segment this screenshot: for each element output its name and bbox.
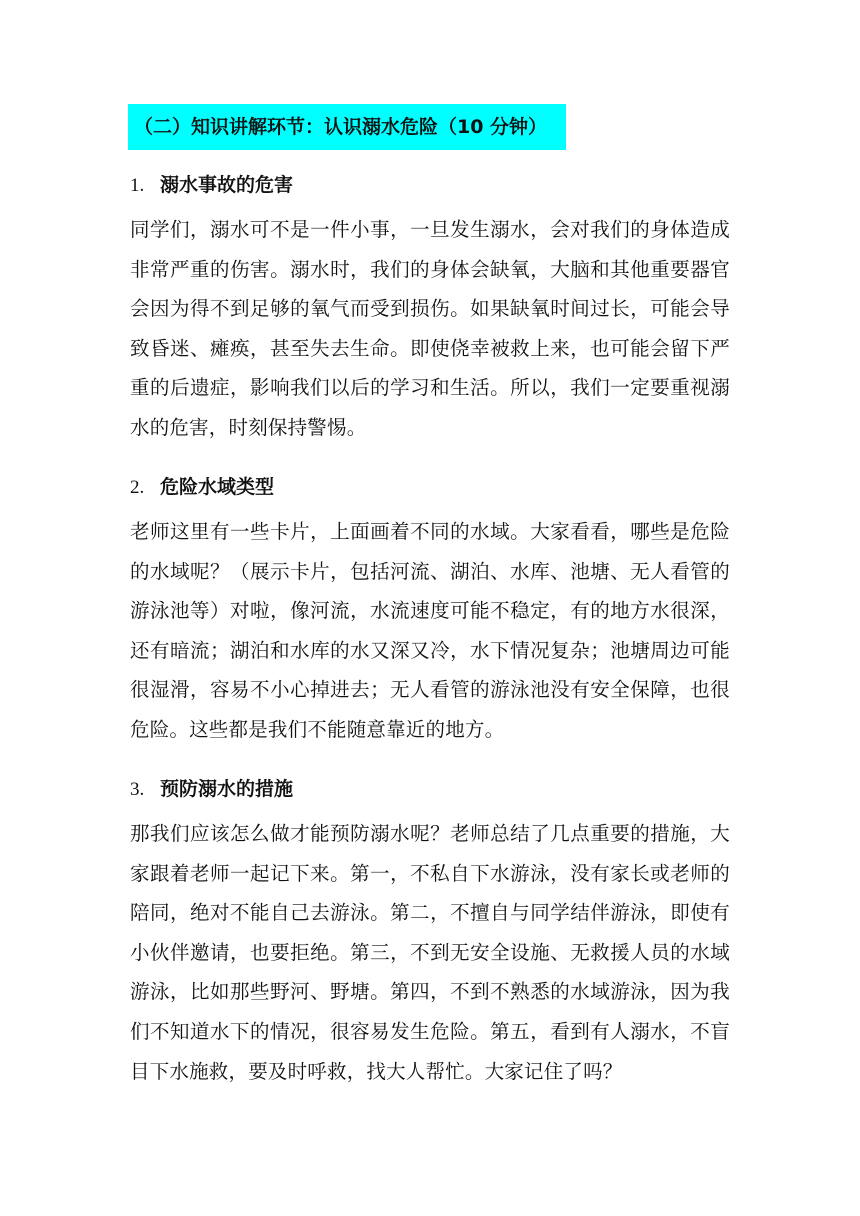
item-2-heading (130, 471, 274, 503)
item-3-paragraph: 那我们应该怎么做才能预防溺水呢？老师总结了几点重要的措施，大家跟着老师一起记下来。第一，不私自下水游泳，没有家长或老师的陪同，绝对不能自己去游泳。第二，不擅自与同学结伴游泳，即使有小伙伴邀请，也要拒绝。第三，不到无安全设施、无救援人员的水域游泳，比如那些野河、野塘。第四，不到不熟悉的水域游泳，因为我们不知道水下的情况，很容易发生危险。第五，看到有人溺水，不盲目下水施救，要及时呼救，找大人帮忙。大家记住了吗？ (130, 822, 730, 1083)
item-1-heading (130, 169, 293, 201)
section-heading: （二）知识讲解环节：认识溺水危险（10 分钟） (128, 104, 566, 150)
item-3-title: 预防溺水的措施 (160, 778, 294, 800)
item-1-title: 溺水事故的危害 (160, 174, 294, 196)
item-1-number: 1. (130, 175, 145, 196)
item-3-heading (130, 773, 293, 805)
item-2-paragraph: 老师这里有一些卡片，上面画着不同的水域。大家看看，哪些是危险的水域呢？（展示卡片，包括河流、湖泊、水库、池塘、无人看管的游泳池等）对啦，像河流，水流速度可能不稳定，有的地方水很深，还有暗流；湖泊和水库的水又深又冷，水下情况复杂；池塘周边可能很湿滑，容易不小心掉进去；无人看管的游泳池没有安全保障，也很危险。这些都是我们不能随意靠近的地方。 (130, 520, 730, 741)
item-3-number: 3. (130, 779, 145, 800)
item-2-number: 2. (130, 477, 145, 498)
item-2-title: 危险水域类型 (160, 476, 275, 498)
item-1-paragraph: 同学们，溺水可不是一件小事，一旦发生溺水，会对我们的身体造成非常严重的伤害。溺水时，我们的身体会缺氧，大脑和其他重要器官会因为得不到足够的氧气而受到损伤。如果缺氧时间过长，可能会导致昏迷、瘫痪，甚至失去生命。即使侥幸被救上来，也可能会留下严重的后遗症，影响我们以后的学习和生活。所以，我们一定要重视溺水的危害，时刻保持警惕。 (130, 218, 730, 439)
